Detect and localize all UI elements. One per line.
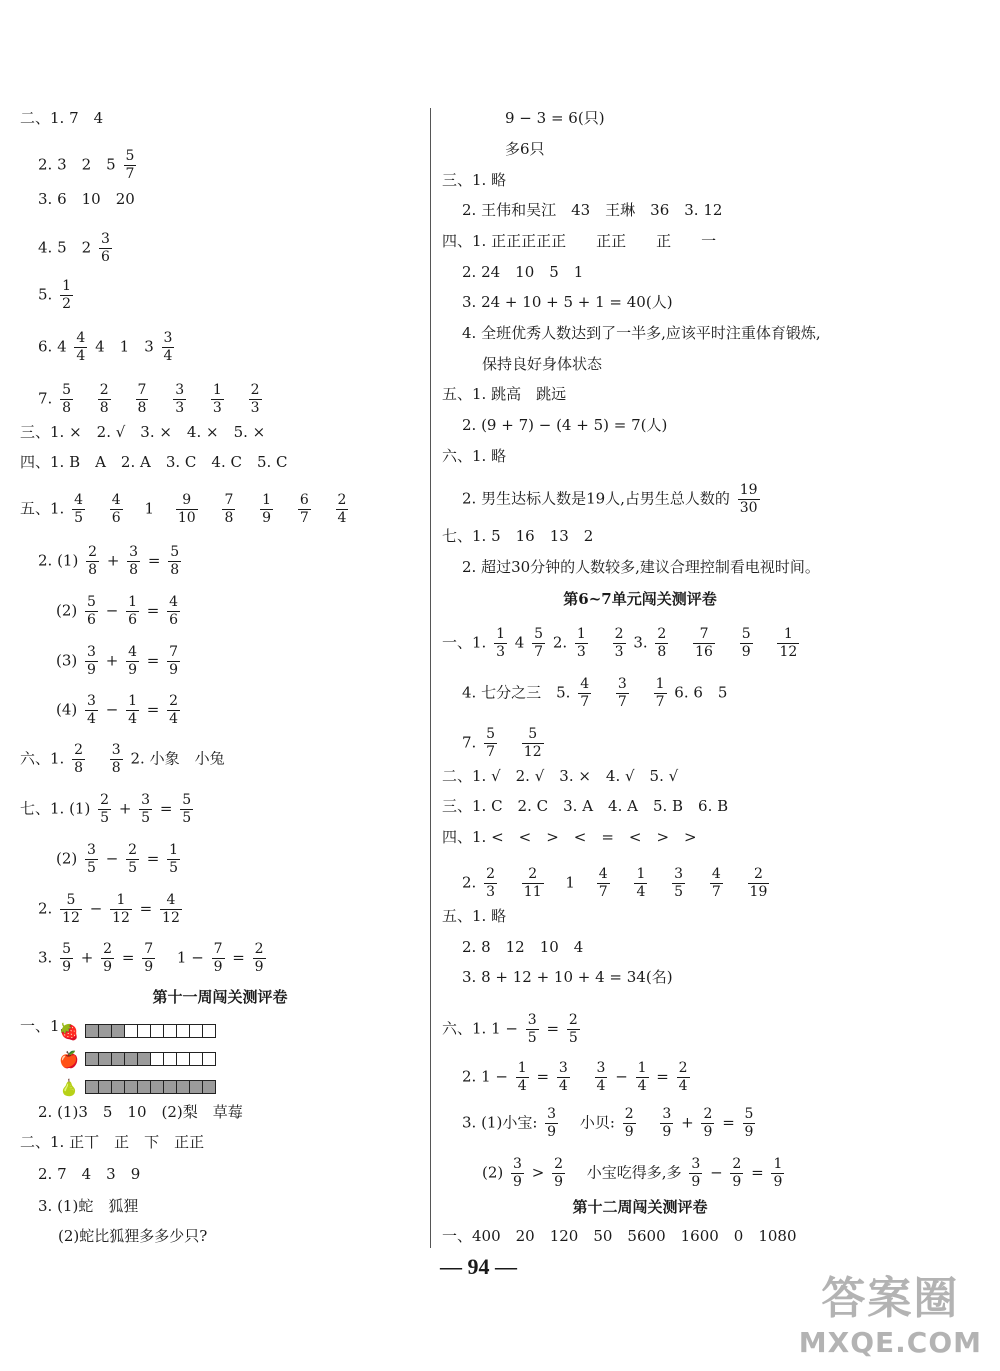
filled-cell	[137, 1052, 151, 1066]
u6-q3-1	[462, 1106, 758, 1141]
filled-cell	[85, 1052, 99, 1066]
empty-cell	[163, 1052, 177, 1066]
fraction: $\frac{5}{7}$	[486, 726, 496, 760]
fraction: $\frac{7}{9}$	[169, 644, 179, 678]
fraction: $\frac{2}{8}$	[657, 626, 667, 660]
w11-s1: 一、1.	[20, 1017, 65, 1035]
fraction: $\frac{1}{4}$	[128, 693, 138, 727]
u6-q3-2	[482, 1156, 787, 1191]
tally-bar-row	[58, 1073, 216, 1101]
u6-q3-2-label: (2)	[482, 1163, 504, 1182]
apple-icon: 🍎	[59, 1049, 79, 1069]
fraction: $\frac{3}{9}$	[662, 1106, 672, 1140]
plus-sign: +	[681, 1113, 694, 1132]
fraction: $\frac{2}{4}$	[169, 693, 179, 727]
s5-q2-3-label: (3)	[56, 651, 78, 670]
filled-cell	[137, 1080, 151, 1094]
u5: 五、1. 略	[442, 907, 507, 925]
fraction: $\frac{4}{5}$	[74, 492, 84, 526]
filled-cell	[189, 1080, 203, 1094]
s6-tail: 2. 小象 小兔	[130, 749, 225, 768]
s6-label: 六、1.	[20, 749, 65, 768]
fraction: $\frac{2}{19}$	[749, 866, 768, 900]
s5-q2-2	[56, 594, 183, 629]
fraction: $\frac{4}{6}$	[111, 492, 121, 526]
s7-label: 七、1. (1)	[20, 799, 91, 818]
fraction: $\frac{1}{7}$	[655, 676, 665, 710]
r8: 4. 全班优秀人数达到了一半多,应该平时注重体育锻炼,	[462, 324, 821, 342]
empty-cell	[124, 1024, 138, 1038]
s2-q1: 二、1. 7 4	[20, 109, 104, 127]
u3: 三、1. C 2. C 3. A 4. A 5. B 6. B	[442, 797, 729, 815]
u1-row3	[462, 726, 547, 761]
fraction: $\frac{7}{8}$	[224, 492, 234, 526]
pear-icon: 🍐	[59, 1077, 79, 1097]
filled-cell	[111, 1080, 125, 1094]
s7-q3-label: 3.	[38, 948, 53, 967]
tally-bar-chart	[58, 1017, 216, 1101]
r2: 多6只	[505, 140, 545, 158]
equals-sign: =	[146, 651, 160, 670]
fraction: $\frac{3}{8}$	[129, 544, 139, 578]
fraction: $\frac{3}{4}$	[87, 693, 96, 727]
fraction: $\frac{1}{12}$	[112, 892, 130, 926]
u1-q3: 3.	[633, 633, 648, 652]
u1-q4: 4. 七分之三 5.	[462, 683, 571, 702]
s2-q2	[38, 148, 139, 183]
plus-sign: +	[118, 799, 132, 818]
s2-q7	[38, 382, 265, 417]
filled-cell	[98, 1052, 112, 1066]
watermark-line2: MXQE.COM	[798, 1326, 982, 1359]
w11-s2-q3-2: (2)蛇比狐狸多多少只?	[58, 1227, 208, 1245]
s7-q1-2-label: (2)	[56, 849, 78, 868]
u5-q3: 3. 8 + 12 + 10 + 4 = 34(名)	[462, 968, 673, 986]
s7-q2-label: 2.	[38, 899, 53, 918]
w12-s1: 一、400 20 120 50 5600 1600 0 1080	[442, 1227, 797, 1245]
s5-q2-2-label: (2)	[56, 601, 78, 620]
empty-cell	[202, 1024, 216, 1038]
u6-q2	[462, 1060, 693, 1095]
plus-sign: +	[105, 651, 119, 670]
u4-q2-label: 2.	[462, 873, 477, 892]
week12-title: 第十二周闯关测评卷	[572, 1198, 708, 1216]
greater-than-sign: >	[531, 1163, 545, 1182]
empty-cell	[137, 1024, 151, 1038]
fraction: $\frac{5}{7}$	[125, 148, 135, 182]
w11-s2-q3: 3. (1)蛇 狐狸	[38, 1197, 139, 1215]
fraction: $\frac{2}{9}$	[624, 1106, 634, 1140]
u4-q2: 2. $\frac{2}{3}$ $\frac{2}{11}$ 1 $\frac{4}{7}$ $\frac{1}{4}$ $\frac{3}{5}$ $\frac{4}{7}$ $\frac{2}{19}$	[462, 866, 768, 900]
r5: 四、1. 正正正正正 正正 正 一	[442, 232, 717, 250]
fraction: $\frac{5}{7}$	[534, 626, 544, 660]
equals-sign: =	[146, 849, 160, 868]
fraction: $\frac{2}{3}$	[486, 866, 496, 900]
fraction: $\frac{2}{4}$	[337, 492, 347, 526]
fraction: $\frac{6}{7}$	[299, 492, 309, 526]
fraction: $\frac{2}{11}$	[523, 866, 542, 900]
u1-q2: 2.	[552, 633, 568, 652]
s5-q2-3	[56, 644, 183, 679]
s2-q5	[38, 278, 76, 313]
w11-s2-q2: 2. 7 4 3 9	[38, 1165, 141, 1183]
s6	[20, 742, 225, 777]
filled-cell	[150, 1080, 164, 1094]
s7-q2	[38, 892, 185, 927]
s7-q3-mid: 1 −	[176, 948, 204, 967]
tally-bar-row	[58, 1017, 216, 1045]
fraction: $\frac{2}{8}$	[88, 544, 98, 578]
fraction: $\frac{5}{6}$	[87, 594, 96, 628]
minus-sign: −	[89, 899, 103, 918]
empty-cell	[176, 1052, 190, 1066]
fraction: $\frac{5}{9}$	[62, 941, 72, 975]
fraction: $\frac{2}{9}$	[254, 941, 264, 975]
fraction: $\frac{3}{9}$	[513, 1156, 522, 1190]
r9: 保持良好身体状态	[482, 355, 603, 373]
minus-sign: −	[105, 849, 119, 868]
fraction: $\frac{3}{4}$	[163, 330, 173, 364]
fraction: $\frac{1}{4}$	[517, 1060, 527, 1094]
filled-cell	[163, 1080, 177, 1094]
equals-sign: =	[536, 1067, 550, 1086]
equals-sign: =	[232, 948, 245, 967]
fraction: $\frac{1}{4}$	[637, 1060, 647, 1094]
s7-q1-2	[56, 842, 183, 877]
s7-q1-1	[20, 792, 196, 827]
s4: 四、1. B A 2. A 3. C 4. C 5. C	[20, 453, 288, 471]
fraction: $\frac{4}{4}$	[76, 330, 86, 364]
fraction: $\frac{2}{9}$	[703, 1106, 713, 1140]
fraction: $\frac{4}{6}$	[169, 594, 179, 628]
filled-cell	[98, 1024, 112, 1038]
fraction: $\frac{3}{5}$	[674, 866, 684, 900]
fraction: $\frac{3}{5}$	[527, 1012, 537, 1046]
fraction: $\frac{2}{4}$	[678, 1060, 688, 1094]
u2: 二、1. √ 2. √ 3. × 4. √ 5. √	[442, 767, 679, 785]
s2-q2-text: 2. 3 2 5	[38, 155, 116, 174]
u1-q6: 6. 6 5	[674, 683, 728, 702]
fraction: $\frac{2}{5}$	[568, 1012, 578, 1046]
fraction: $\frac{1}{9}$	[773, 1156, 783, 1190]
u6-q3-b-label: 小贝:	[579, 1113, 615, 1132]
r12: 六、1. 略	[442, 447, 507, 465]
equals-sign: =	[546, 1019, 560, 1038]
fraction: $\frac{2}{8}$	[74, 742, 84, 776]
fraction: $\frac{7}{16}$	[695, 626, 713, 660]
fraction: $\frac{5}{8}$	[170, 544, 180, 578]
r15: 2. 超过30分钟的人数较多,建议合理控制看电视时间。	[462, 558, 820, 576]
fraction: $\frac{3}{9}$	[87, 644, 96, 678]
fraction: $\frac{4}{7}$	[598, 866, 608, 900]
strawberry-icon: 🍓	[59, 1021, 79, 1041]
u5-q2: 2. 8 12 10 4	[462, 938, 584, 956]
empty-cell	[176, 1024, 190, 1038]
page-number: — 94 —	[440, 1254, 517, 1279]
s3: 三、1. × 2. √ 3. × 4. × 5. ×	[20, 423, 266, 441]
fraction: $\frac{3}{5}$	[141, 792, 151, 826]
fraction: $\frac{1}{6}$	[128, 594, 138, 628]
r1: 9 − 3 = 6(只)	[505, 109, 605, 127]
fraction: $\frac{2}{9}$	[103, 941, 113, 975]
fraction: $\frac{3}{9}$	[547, 1106, 557, 1140]
equals-sign: =	[146, 601, 160, 620]
equals-sign: =	[159, 799, 173, 818]
filled-cell	[111, 1052, 125, 1066]
empty-cell	[150, 1024, 164, 1038]
s2-q6-text-a: 6. 4	[38, 337, 67, 356]
equals-sign: =	[751, 1163, 764, 1182]
equals-sign: =	[146, 700, 160, 719]
u1-row1: 一、1. $\frac{1}{3}$ 4 $\frac{5}{7}$ 2. $\frac{1}{3}$ $\frac{2}{3}$ 3. $\frac{2}{8}$ $\frac{7}{16}$ $\frac{5}{9}$ $\frac{1}{12}$	[442, 626, 798, 660]
fraction: $\frac{4}{7}$	[580, 676, 590, 710]
u6-label: 六、1. 1 −	[442, 1019, 518, 1038]
fraction: $\frac{4}{9}$	[128, 644, 138, 678]
s2-q5-text: 5.	[38, 285, 53, 304]
fraction: $\frac{3}{4}$	[558, 1060, 568, 1094]
fraction: $\frac{5}{5}$	[182, 792, 192, 826]
fraction: $\frac{1}{9}$	[262, 492, 272, 526]
w11-s2: 二、1. 正丅 正 下 正正	[20, 1133, 205, 1151]
fraction: $\frac{3}{7}$	[617, 676, 627, 710]
fraction: $\frac{19}{30}$	[739, 482, 758, 516]
r11: 2. (9 + 7) − (4 + 5) = 7(人)	[462, 416, 668, 434]
fraction: $\frac{1}{12}$	[779, 626, 798, 660]
s5-q1	[20, 492, 351, 527]
week11-title: 第十一周闯关测评卷	[152, 988, 288, 1006]
u4: 四、1. < < > < = < > >	[442, 828, 697, 846]
r3: 三、1. 略	[442, 171, 507, 189]
empty-cell	[150, 1052, 164, 1066]
fraction: $\frac{3}{4}$	[596, 1060, 606, 1094]
fraction: $\frac{7}{9}$	[213, 941, 223, 975]
fraction: $\frac{1}{3}$	[576, 626, 586, 660]
r4: 2. 王伟和吴江 43 王琳 36 3. 12	[462, 201, 723, 219]
filled-cell	[176, 1080, 190, 1094]
fraction: $\frac{3}{8}$	[111, 742, 121, 776]
filled-cell	[202, 1080, 216, 1094]
fraction: $\frac{9}{10}$	[177, 492, 196, 526]
u1-label: 一、1.	[442, 633, 487, 652]
filled-cell	[85, 1080, 99, 1094]
w11-q2: 2. (1)3 5 10 (2)梨 草莓	[38, 1103, 243, 1121]
equals-sign: =	[121, 948, 135, 967]
r10: 五、1. 跳高 跳远	[442, 385, 567, 403]
equals-sign: =	[139, 899, 153, 918]
fraction: $\frac{1}{5}$	[169, 842, 179, 876]
unit67-title: 第6~7单元闯关测评卷	[563, 590, 717, 608]
fraction: $\frac{1}{4}$	[636, 866, 646, 900]
r13	[462, 482, 763, 517]
fraction: $\frac{5}{12}$	[62, 892, 80, 926]
equals-sign: =	[147, 551, 161, 570]
minus-sign: −	[105, 700, 119, 719]
minus-sign: −	[710, 1163, 723, 1182]
fraction: $\frac{2}{5}$	[128, 842, 138, 876]
equals-sign: =	[722, 1113, 735, 1132]
u1-q7: 7.	[462, 733, 477, 752]
u6-q3-2-text: 小宝吃得多,多	[586, 1163, 682, 1182]
watermark-line1: 答案圈	[821, 1273, 960, 1324]
minus-sign: −	[615, 1067, 628, 1086]
u1-row2	[462, 676, 727, 711]
fraction: $\frac{2}{9}$	[554, 1156, 564, 1190]
fraction: $\frac{5}{8}$	[62, 382, 72, 416]
s5-q2-label: 2. (1)	[38, 551, 79, 570]
s5-q2-1	[38, 544, 184, 579]
s5-q2-4-label: (4)	[56, 700, 78, 719]
s2-q6-text-b: 4 1 3	[95, 337, 154, 356]
fraction: $\frac{1}{3}$	[496, 626, 506, 660]
fraction: $\frac{7}{9}$	[144, 941, 154, 975]
s2-q4-text: 4. 5 2	[38, 238, 92, 257]
r7: 3. 24 + 10 + 5 + 1 = 40(人)	[462, 293, 673, 311]
equals-sign: =	[656, 1067, 669, 1086]
fraction: $\frac{3}{9}$	[691, 1156, 701, 1190]
fraction: $\frac{4}{12}$	[162, 892, 180, 926]
filled-cell	[85, 1024, 99, 1038]
plus-sign: +	[106, 551, 120, 570]
column-divider	[430, 108, 431, 1248]
fraction: $\frac{5}{9}$	[741, 626, 751, 660]
filled-cell	[111, 1024, 125, 1038]
empty-cell	[163, 1024, 177, 1038]
s7-q3	[38, 941, 269, 976]
r13-text: 2. 男生达标人数是19人,占男生总人数的	[462, 489, 730, 508]
fraction: $\frac{3}{5}$	[87, 842, 96, 876]
fraction: $\frac{1}{3}$	[212, 382, 222, 416]
s2-q7-text: 7.	[38, 389, 53, 408]
fraction: $\frac{2}{8}$	[99, 382, 109, 416]
fraction: $\frac{3}{6}$	[100, 231, 110, 265]
fraction: $\frac{2}{3}$	[614, 626, 624, 660]
s5-label: 五、1.	[20, 499, 65, 518]
filled-cell	[98, 1080, 112, 1094]
s2-q3: 3. 6 10 20	[38, 190, 135, 208]
u6-q2-label: 2. 1 −	[462, 1067, 508, 1086]
r14: 七、1. 5 16 13 2	[442, 527, 594, 545]
minus-sign: −	[105, 601, 119, 620]
r6: 2. 24 10 5 1	[462, 263, 584, 281]
s5-q2-4	[56, 693, 183, 728]
s2-q6	[38, 330, 177, 365]
s5-one: 1	[144, 499, 155, 518]
fraction: $\frac{4}{7}$	[711, 866, 721, 900]
fraction: $\frac{1}{2}$	[62, 278, 72, 312]
fraction: $\frac{3}{3}$	[175, 382, 185, 416]
u6-q3-label: 3. (1)小宝:	[462, 1113, 538, 1132]
fraction: $\frac{2}{5}$	[100, 792, 110, 826]
empty-cell	[202, 1052, 216, 1066]
watermark-logo	[799, 1262, 982, 1359]
plus-sign: +	[80, 948, 94, 967]
empty-cell	[189, 1052, 203, 1066]
fraction: $\frac{5}{12}$	[523, 726, 542, 760]
s2-q4	[38, 231, 115, 266]
fraction: $\frac{5}{9}$	[744, 1106, 754, 1140]
fraction: $\frac{2}{9}$	[732, 1156, 742, 1190]
tally-bar-row	[58, 1045, 216, 1073]
u6-q1	[442, 1012, 583, 1047]
empty-cell	[189, 1024, 203, 1038]
fraction: $\frac{2}{3}$	[250, 382, 260, 416]
filled-cell	[124, 1052, 138, 1066]
fraction: $\frac{7}{8}$	[137, 382, 147, 416]
filled-cell	[124, 1080, 138, 1094]
